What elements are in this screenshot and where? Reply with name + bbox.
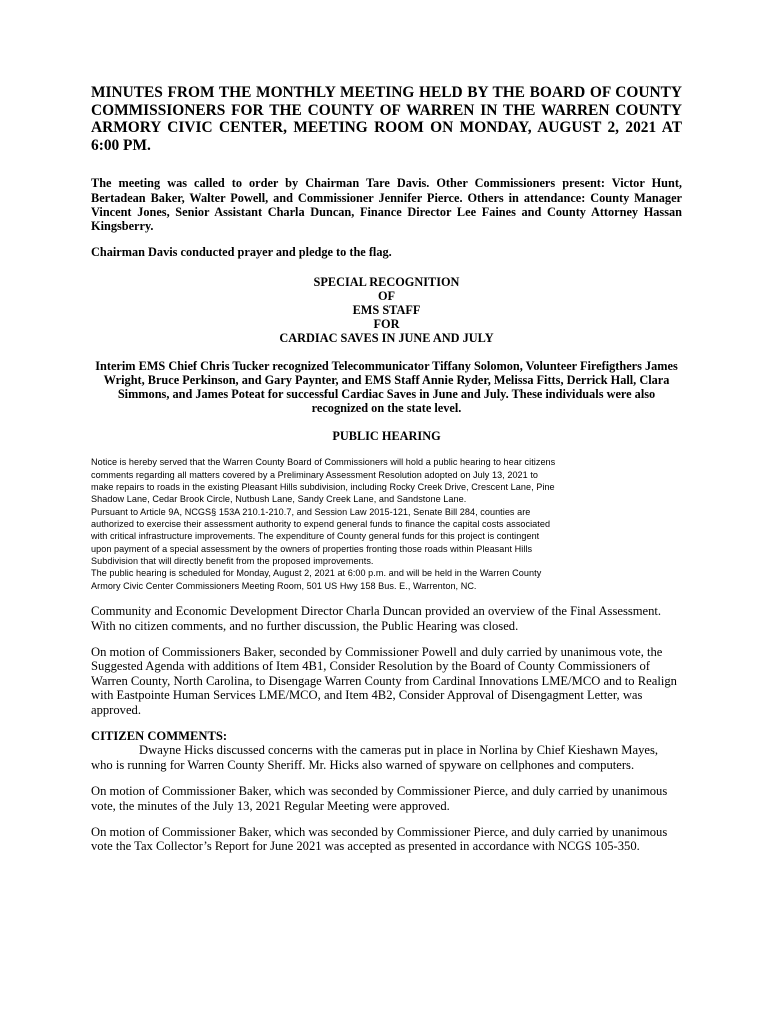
notice-line: The public hearing is scheduled for Monday, August 2, 2021 at 6:00 p.m. and will be held in the Warren County (91, 568, 542, 579)
notice-line: comments regarding all matters covered by a Preliminary Assessment Resolution adopted on July 13, 2021 to (91, 469, 539, 480)
recognition-heading-line: EMS STAFF (352, 303, 421, 318)
citizen-comments-section (91, 729, 682, 772)
recognition-heading-line: FOR (373, 317, 400, 332)
public-hearing-heading: PUBLIC HEARING (332, 429, 441, 444)
notice-line: Armory Civic Center Commissioners Meeting Room, 501 US Hwy 158 Bus. E., Warrenton, NC. (91, 580, 477, 591)
recognition-paragraph: Interim EMS Chief Chris Tucker recognized Telecommunicator Tiffany Solomon, Volunteer Firefigthers James Wright, Bruce Perkinson, and Gary Paynter, and EMS Staff Annie Ryder, Melissa Fitts, Derrick Hall, Clara Simmons, and James Poteat for successful Cardiac Saves in June and July. These individuals were also recognized on the state level. (95, 359, 678, 416)
public-hearing-summary (91, 604, 682, 633)
notice-line: Notice is hereby served that the Warren County Board of Commissioners will hold a public hearing to hear citizens (91, 457, 556, 468)
prayer-paragraph: Chairman Davis conducted prayer and pledge to the flag. (91, 245, 392, 260)
recognition-heading-line: OF (377, 289, 396, 304)
recognition-heading-line: CARDIAC SAVES IN JUNE AND JULY (279, 331, 494, 346)
notice-line: upon payment of a special assessment by the owners of properties fronting those roads within Pleasant Hills (91, 543, 533, 554)
notice-line: Pursuant to Article 9A, NCGS§ 153A 210.1-210.7, and Session Law 2015-121, Senate Bill 284, counties are (91, 506, 531, 517)
page-title: MINUTES FROM THE MONTHLY MEETING HELD BY THE BOARD OF COUNTY COMMISSIONERS FOR THE COUNTY OF WARREN IN THE WARREN COUNTY ARMORY CIVIC CENTER, MEETING ROOM ON MONDAY, AUGUST 2, 2021 AT 6:00 PM. (91, 84, 682, 154)
notice-line: authorized to exercise their assessment authority to expend general funds to finance the capital costs associated (91, 519, 551, 530)
notice-line: Shadow Lane, Cedar Brook Circle, Nutbush Lane, Sandy Creek Lane, and Sandstone Lane. (91, 494, 467, 505)
agenda-motion-paragraph: On motion of Commissioners Baker, seconded by Commissioner Powell and duly carried by unanimous vote, the Suggested Agenda with additions of Item 4B1, Consider Resolution by the Board of County Commissioners of Warren County, North Carolina, to Disengage Warren County from Cardinal Innovations LME/MCO and to Realign with Eastpointe Human Services LME/MCO, and Item 4B2, Consider Approval of Disengagment Letter, was approved. (91, 644, 677, 717)
tax-motion-paragraph: On motion of Commissioner Baker, which was seconded by Commissioner Pierce, and duly carried by unanimous vote the Tax Collector’s Report for June 2021 was accepted as presented in accordance with NCGS 105-350. (91, 825, 668, 854)
citizen-comments-paragraph (91, 743, 682, 772)
hearing-closed-paragraph: With no citizen comments, and no further discussion, the Public Hearing was closed. (91, 618, 519, 633)
special-recognition-heading (91, 275, 682, 345)
overview-paragraph: Community and Economic Development Director Charla Duncan provided an overview of the Final Assessment. (91, 604, 662, 619)
citizen-comments-heading: CITIZEN COMMENTS: (91, 729, 228, 744)
notice-line: make repairs to roads in the existing Pleasant Hills subdivision, including Rocky Creek Drive, Crescent Lane, Pine (91, 482, 555, 493)
recognition-heading-line: SPECIAL RECOGNITION (313, 275, 460, 290)
citizen-comments-text: Dwayne Hicks discussed concerns with the cameras put in place in Norlina by Chief Kieshawn Mayes, who is running for Warren County Sheriff. Mr. Hicks also warned of spyware on cellphones and computers. (91, 743, 659, 772)
notice-line: with critical infrastructure improvements. The expenditure of County general funds for this project is contingent (91, 531, 540, 542)
document-page (91, 84, 682, 866)
public-hearing-notice (91, 456, 682, 592)
call-to-order-paragraph: The meeting was called to order by Chairman Tare Davis. Other Commissioners present: Victor Hunt, Bertadean Baker, Walter Powell, and Commissioner Jennifer Pierce. Others in attendance: County Manager Vincent Jones, Senior Assistant Charla Duncan, Finance Director Lee Faines and County Attorney Hassan Kingsberry. (91, 176, 682, 233)
notice-line: Subdivision that will directly benefit from the proposed improvements. (91, 556, 374, 567)
minutes-motion-paragraph: On motion of Commissioner Baker, which was seconded by Commissioner Pierce, and duly carried by unanimous vote, the minutes of the July 13, 2021 Regular Meeting were approved. (91, 784, 668, 813)
